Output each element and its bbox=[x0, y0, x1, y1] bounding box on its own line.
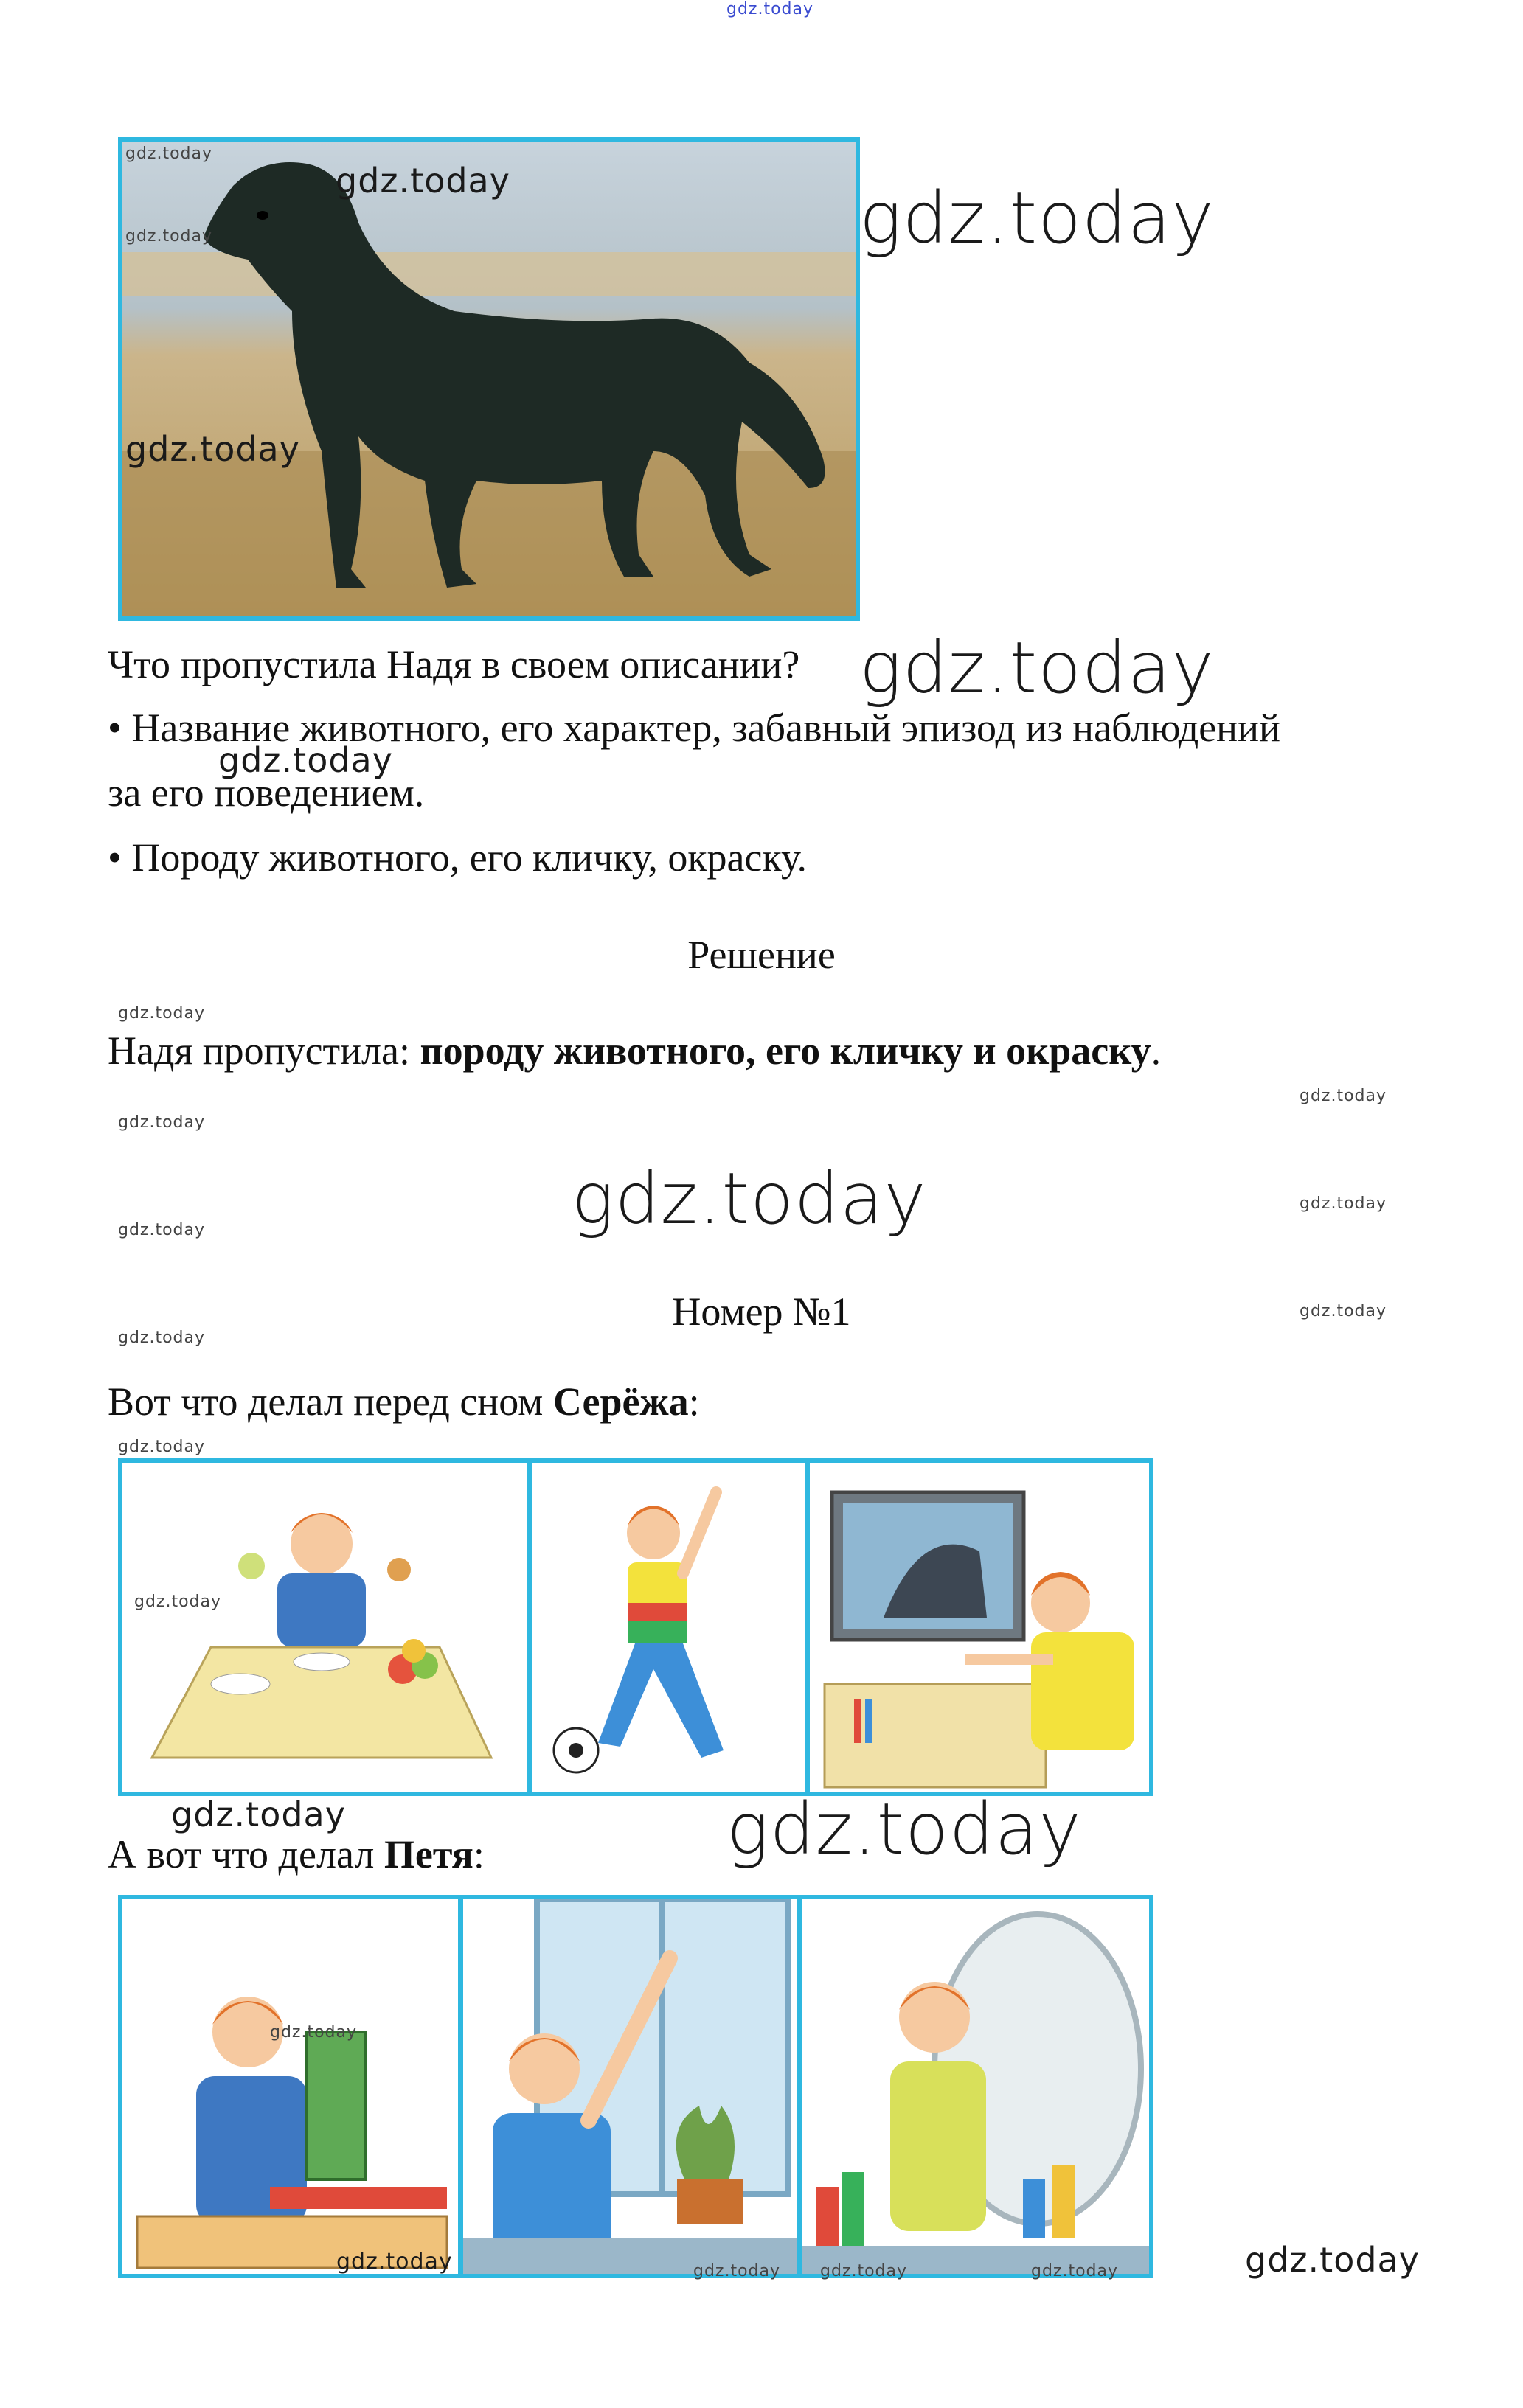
watermark: gdz.today bbox=[1300, 1194, 1387, 1213]
petya-reading-panel bbox=[122, 1899, 458, 2274]
watermark-top: gdz.today bbox=[726, 0, 814, 18]
seryozha-caption bbox=[108, 1377, 700, 1427]
watermark: gdz.today bbox=[1300, 1087, 1387, 1105]
watermark: gdz.today bbox=[134, 1593, 222, 1611]
dog-picture bbox=[118, 137, 860, 621]
watermark: gdz.today bbox=[1300, 1302, 1387, 1320]
petya-suffix: : bbox=[473, 1832, 485, 1876]
watermark: gdz.today bbox=[726, 1788, 1082, 1871]
answer-suffix: . bbox=[1151, 1029, 1162, 1073]
solution-heading: Решение bbox=[687, 933, 836, 977]
petya-caption bbox=[108, 1830, 485, 1880]
watermark: gdz.today bbox=[572, 1158, 927, 1240]
question-option-2: • Породу животного, его кличку, окраску. bbox=[108, 835, 808, 880]
petya-pictures bbox=[118, 1895, 1153, 2278]
watermark: gdz.today bbox=[270, 2023, 358, 2042]
solution-answer bbox=[108, 1026, 1161, 1076]
panel-divider bbox=[805, 1463, 810, 1792]
watermark: gdz.today bbox=[118, 1329, 206, 1347]
watermark: gdz.today bbox=[1031, 2262, 1119, 2280]
seryozha-prefix: Вот что делал перед сном bbox=[108, 1379, 553, 1424]
question-option-1-continued: за его поведением. bbox=[108, 770, 425, 815]
watermark: gdz.today bbox=[171, 1795, 346, 1834]
answer-bold: породу животного, его кличку и окраску bbox=[420, 1029, 1151, 1073]
watermark: gdz.today bbox=[118, 1113, 206, 1132]
panel-divider bbox=[458, 1899, 463, 2274]
watermark: gdz.today bbox=[693, 2262, 781, 2280]
watermark: gdz.today bbox=[859, 177, 1215, 260]
seryozha-name: Серёжа bbox=[552, 1379, 689, 1424]
watermark: gdz.today bbox=[218, 740, 393, 780]
watermark: gdz.today bbox=[336, 161, 510, 201]
answer-prefix: Надя пропустила: bbox=[108, 1029, 420, 1073]
watermark: gdz.today bbox=[125, 145, 213, 163]
watermark: gdz.today bbox=[125, 227, 213, 246]
watermark: gdz.today bbox=[820, 2262, 908, 2280]
petya-teeth-panel bbox=[802, 1899, 1149, 2274]
watermark: gdz.today bbox=[118, 1221, 206, 1239]
watermark: gdz.today bbox=[125, 429, 300, 469]
question-option-1: • Название животного, его характер, забавный эпизод из наблюдений bbox=[108, 706, 1280, 750]
watermark: gdz.today bbox=[118, 1004, 206, 1023]
seryozha-pictures bbox=[118, 1458, 1153, 1796]
watermark: gdz.today bbox=[118, 1438, 206, 1456]
watermark: gdz.today bbox=[336, 2249, 453, 2275]
petya-window-panel bbox=[463, 1899, 797, 2274]
petya-prefix: А вот что делал bbox=[108, 1832, 384, 1876]
petya-name: Петя bbox=[384, 1832, 473, 1876]
watermark: gdz.today bbox=[859, 627, 1215, 709]
seryozha-football-panel bbox=[532, 1463, 805, 1792]
question-text: Что пропустила Надя в своем описании? bbox=[108, 642, 800, 686]
seryozha-suffix: : bbox=[688, 1379, 700, 1424]
panel-divider bbox=[797, 1899, 802, 2274]
exercise-heading: Номер №1 bbox=[672, 1290, 851, 1334]
dog-illustration bbox=[122, 142, 856, 616]
watermark: gdz.today bbox=[1245, 2240, 1420, 2280]
seryozha-eating-panel bbox=[122, 1463, 527, 1792]
seryozha-tv-panel bbox=[810, 1463, 1149, 1792]
panel-divider bbox=[527, 1463, 532, 1792]
